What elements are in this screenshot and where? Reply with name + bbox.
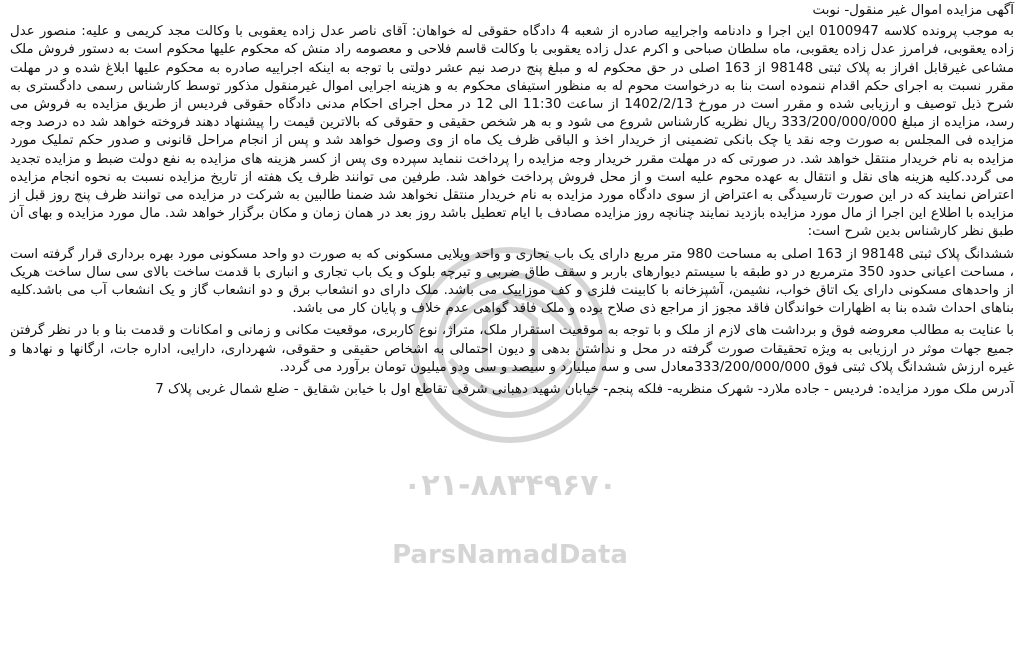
auction-notice-document [10,2,1014,664]
paragraph-property-description: ششدانگ پلاک ثبتی 98148 از 163 اصلی به مساحت 980 متر مربع دارای یک باب تجاری و واحد ویلایی مسکونی که به صورت دو واحد مسکونی مورد بهره برداری قرار گرفته است ، مساحت اعیانی حدود 350 مترمربع در دو طبقه با سیستم دیوارهای باربر و سقف طاق ضربی و تیرچه بلوک و یک باب تجاری و انباری با قدمت ساخت بالای سی سال ساخت هریک از واحدهای مسکونی دارای یک اتاق خواب، نشیمن، آشپزخانه با کابینت فلزی و کف موزاییک می باشد. ملک دارای دو انشعاب برق و دو انشعاب گاز و یک انشعاب آب می باشد.کلیه بناهای احداث شده بنا به اظهارات خواندگان فاقد مجوز از مراجع ذی صلاح بوده و ملک فاقد گواهی عدم خلاف و پایان کار می باشد. [10,246,1014,317]
paragraph-valuation: با عنایت به مطالب معروضه فوق و برداشت های لازم از ملک و با توجه به موقعیت استقرار ملک، متراژ، نوع کاربری، موقعیت مکانی و زمانی و امکانات و قدمت بنا و با در نظر گرفتن جمیع جهات موثر در ارزیابی به ویژه تحقیقات صورت گرفته در محل و نداشتن بدهی و دیون احتمالی به اشخاص حقیقی و حقوقی، شهرداری، دارایی، اداره جات، ارگانها و نهادها و غیره ارزش ششدانگ پلاک ثبتی فوق 333/200/000/000معادل سی و سه میلیارد و سیصد و سی ودو میلیون تومان برآورد می گردد. [10,323,1014,375]
paragraph-property-address: آدرس ملک مورد مزایده: فردیس - جاده ملارد- شهرک منظریه- فلکه پنجم- خیابان شهید دهبانی شرقی تقاطع اول با خیابن شقایق - ضلع شمال غربی پلاک 7 [155,382,1014,398]
paragraph-case-details: به موجب پرونده کلاسه 0100947 این اجرا و دادنامه واجراییه صادره از شعبه 4 دادگاه حقوقی له خواهان: آقای ناصر عدل زاده یعقوبی با وکالت مجد کریمی و علیه: منصور عدل زاده یعقوبی، فرامرز عدل زاده یعقوبی، ماه سلطان صباحی و اکرم عدل زاده یعقوبی با وکالت قاسم فلاحی و معصومه راد منش که محکوم علیها محکوم است به دستور فروش ملک مشاعی غیرقابل افراز به پلاک ثبتی 98148 از 163 اصلی در حق محکوم له و مبلغ پنج درصد نیم عشر دولتی با توجه به اینکه اجراییه صادره به محکوم علیها ابلاغ شده و در مهلت مقرر نسبت به اجرای حکم اقدام ننموده است بنا به درخواست محوم له به منظور استیفای محکوم به و هزینه اجرایی اموال غیرمنقول مذکور توسط کارشناس رسمی دادگستری به شرح ذیل توصیف و ارزیابی شده و مقرر است در مورخ 1402/2/13 از ساعت 11:30 الی 12 در محل اجرای احکام مدنی دادگاه حقوقی فردیس از طریق مزایده به فروش می رسد، مزایده از مبلغ 333/200/000/000 ریال نظریه کارشناس شروع می شود و به هر شخص حقیقی و حقوقی که بالاترین قیمت را پیشنهاد دهند فروخته خواهد شد ده درصد وجه مزایده فی المجلس به صورت وجه نقد یا چک بانکی تضمینی از خریدار اخذ و الباقی ظرف یک ماه از وی وصول خواهد شد و پس از انجام مراحل قانونی و صدور حکم تملیک مورد مزایده به نام خریدار منتقل خواهد شد. در صورتی که در مهلت مقرر خریدار وجه مزایده را پرداخت ننماید سپرده وی پس از کسر هزینه های مزایده به نفع دولت ضبط و مزایده تجدید می گردد.کلیه هزینه های نقل و انتقال به عهده محوم علیه است و از محل فروش پرداخت خواهد شد. طرفین می توانند ظرف یک هفته از تاریخ مزایده نسبت به نحوه انجام مزایده اعتراض نمایند که در این صورت تارسیدگی به اعتراض از سوی دادگاه مورد مزایده به نام خریدار منتقل نخواهد شد ضمنا طالبین به شرکت در مزایده می توانند ظرف پنج روز قبل از مزایده با اطلاع این اجرا از مال مورد مزایده بازدید نمایند چنانچه روز مزایده مصادف با ایام تعطیل باشد روز بعد در همان زمان و مکان برگزار خواهد شد. مال مورد مزایده و بهای آن طبق نظر کارشناس بدین شرح است: [10,24,1015,240]
watermark-phone: ۰۲۱-۸۸۳۴۹۶۷۰ [403,468,617,503]
notice-title: آگهی مزایده اموال غیر منقول- نوبت [812,3,1014,18]
watermark-brand: ParsNamadData [392,540,628,570]
